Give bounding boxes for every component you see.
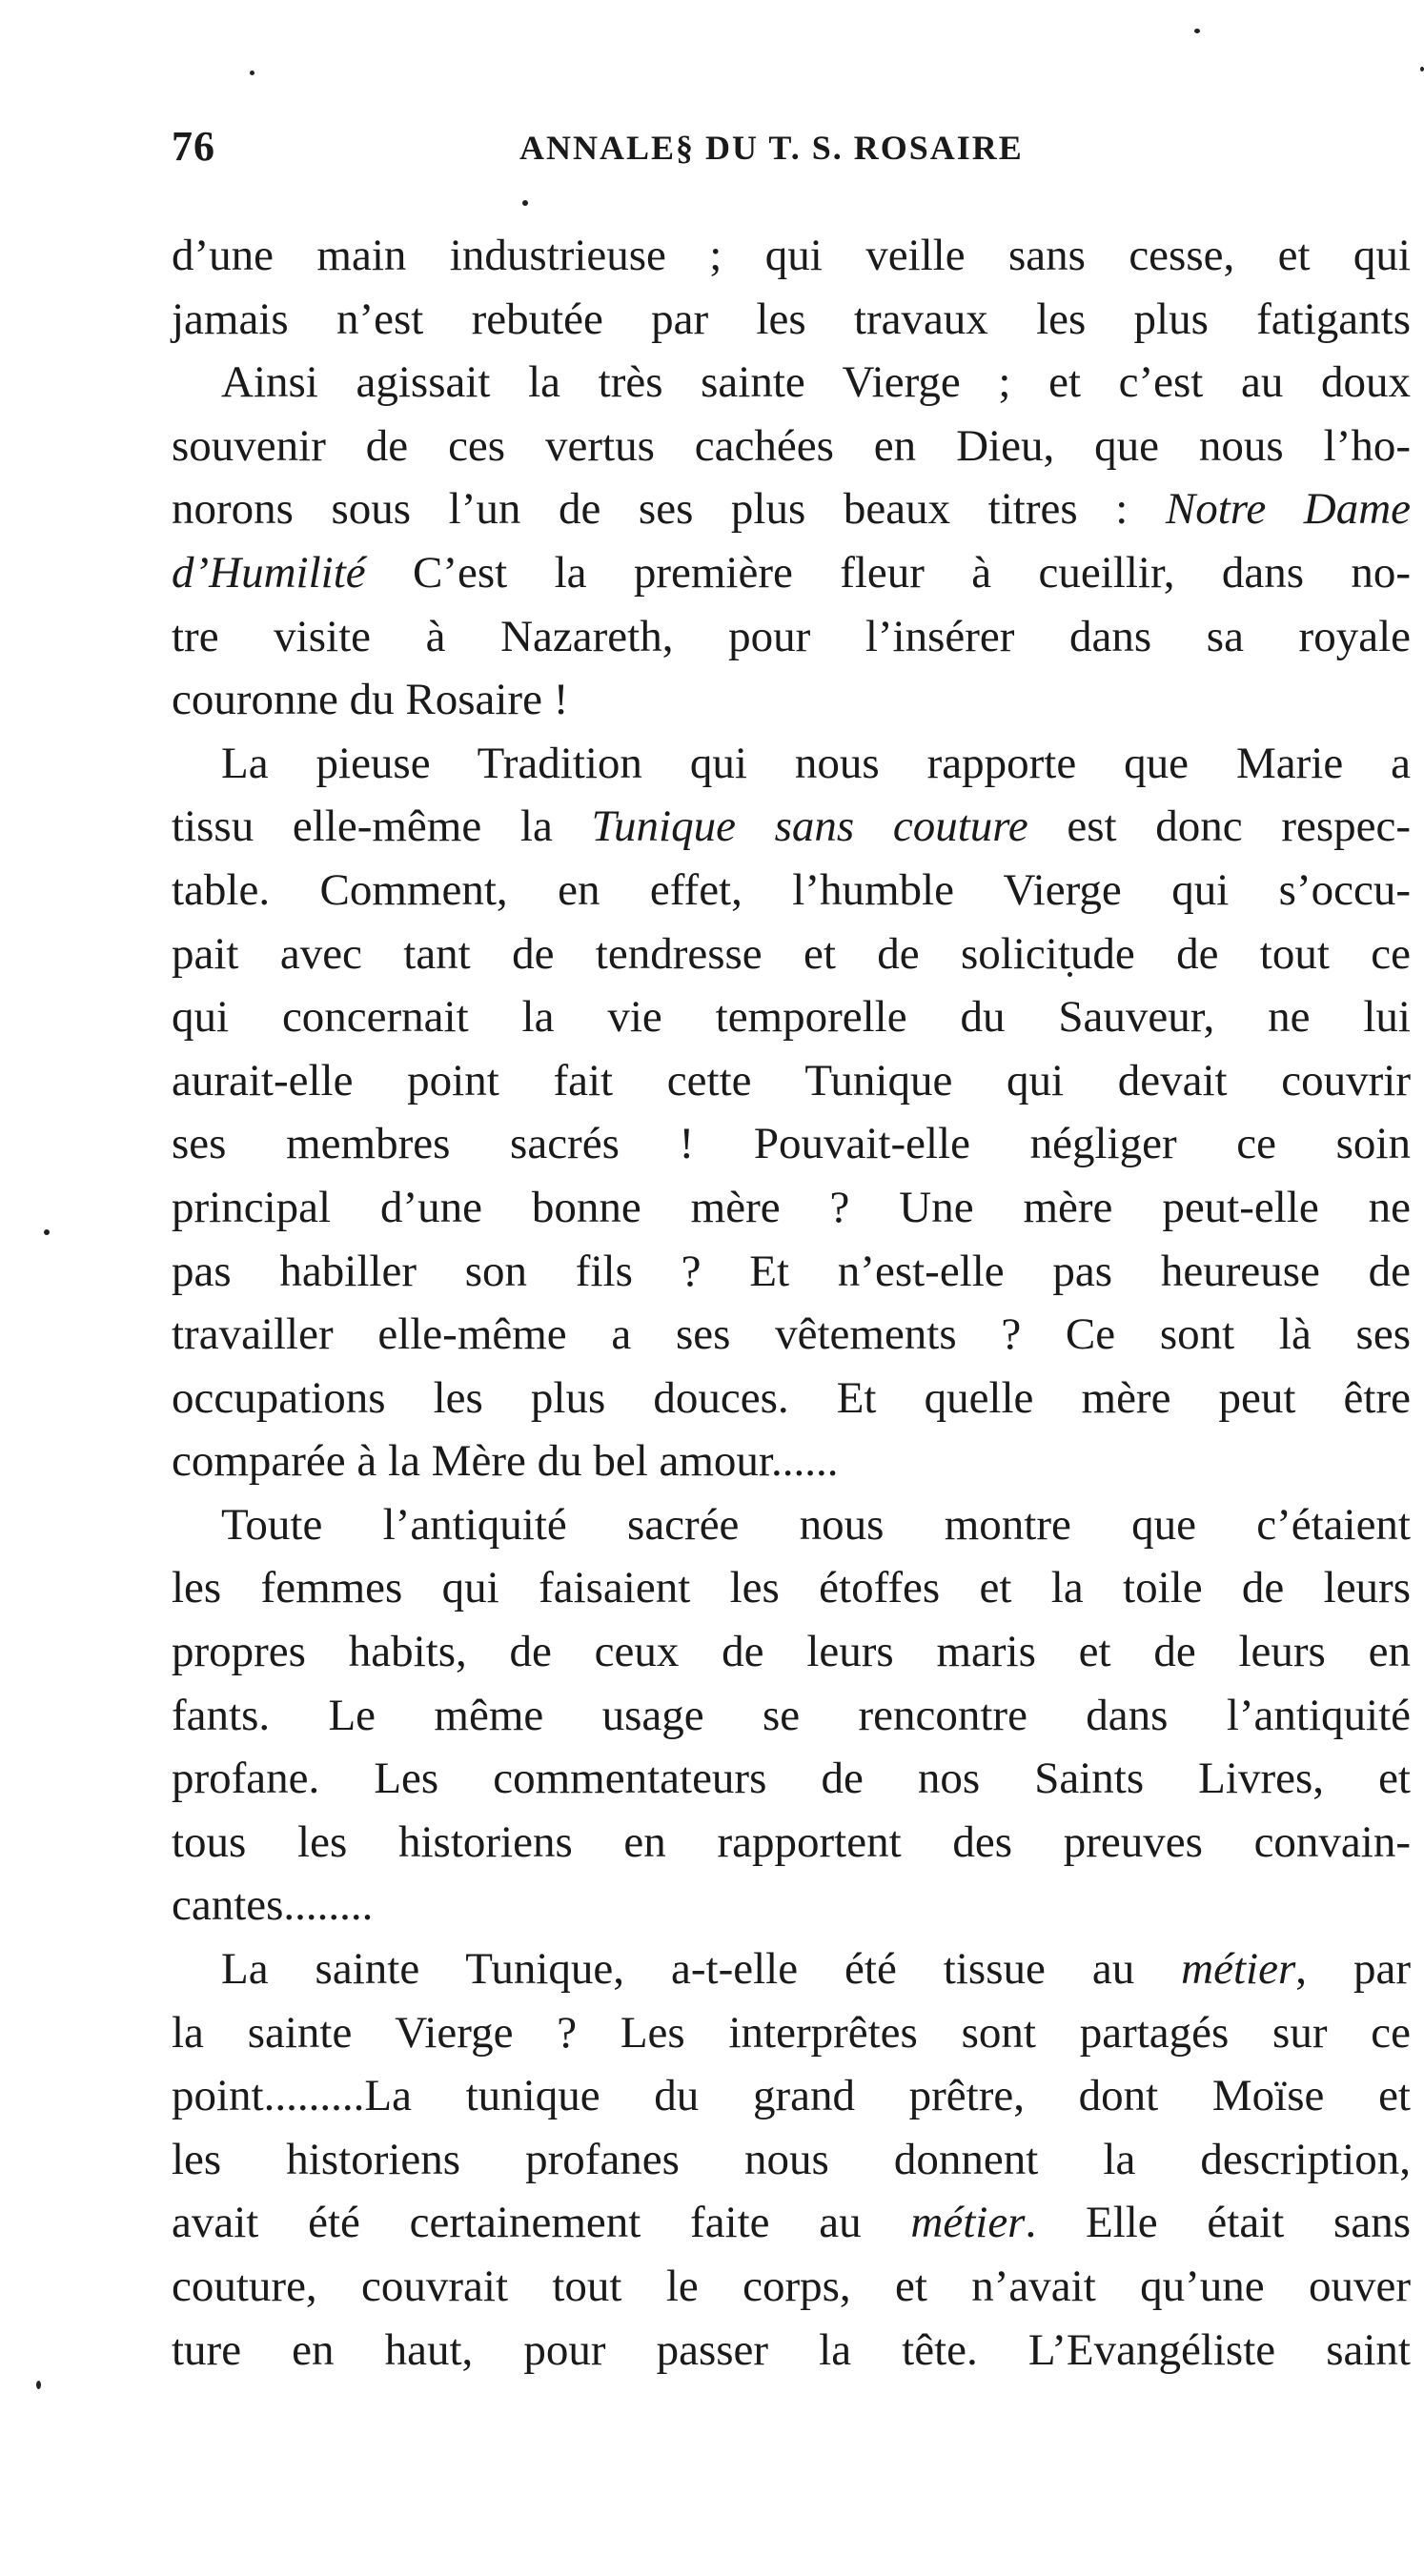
text-run: avait été certainement faite au (172, 2198, 911, 2248)
text-line (172, 2255, 1411, 2319)
text-run: jamais n’est rebutée par les travaux les plus fatigants (172, 294, 1411, 344)
text-run: tre visite à Nazareth, pour l’insérer dans sa royale (172, 611, 1411, 661)
text-run: . Elle était sans (1025, 2198, 1412, 2248)
text-run: , par (1295, 1944, 1411, 1995)
text-run: d’une main industrieuse ; qui veille sans cesse, et qui (172, 231, 1411, 280)
text-line (172, 1684, 1411, 1748)
text-run: les historiens profanes nous donnent la description, (172, 2134, 1411, 2184)
text-run: pas habiller son fils ? Et n’est-elle pas heureuse de (172, 1246, 1411, 1296)
text-run: souvenir de ces vertus cachées en Dieu, que nous l’ho- (172, 420, 1411, 471)
text-line (172, 1493, 1411, 1557)
text-run: La pieuse Tradition qui nous rapporte que Marie a (221, 738, 1411, 788)
text-line (172, 795, 1411, 859)
body-text (172, 224, 1411, 2382)
text-line (172, 923, 1411, 986)
text-run: aurait-elle point fait cette Tunique qui devait couvrir (172, 1055, 1411, 1105)
text-run: point.........La tunique du grand prêtre, dont Moïse et (172, 2071, 1411, 2121)
text-run: fants. Le même usage se rencontre dans l’antiquité (172, 1690, 1411, 1740)
text-run: comparée à la Mère du bel amour...... (172, 1436, 839, 1487)
text-run: la sainte Vierge ? Les interprêtes sont partagés sur ce (172, 2007, 1411, 2058)
text-run: ses membres sacrés ! Pouvait-elle négliger ce soin (172, 1119, 1411, 1169)
text-line (172, 732, 1411, 796)
text-line (172, 415, 1411, 478)
text-line (172, 2128, 1411, 2192)
text-run: tissu elle-même la (172, 801, 592, 852)
text-line (172, 1811, 1411, 1875)
text-run: profane. Les commentateurs de nos Saints Livres, et (172, 1754, 1411, 1804)
text-line (172, 1176, 1411, 1240)
text-run: table. Comment, en effet, l’humble Vierge qui s’occu- (172, 864, 1411, 915)
text-line (172, 1556, 1411, 1620)
margin-speck (250, 71, 254, 75)
text-run: qui concernait la vie temporelle du Sauveur, ne lui (172, 992, 1411, 1043)
text-line (172, 1240, 1411, 1304)
text-run: cantes........ (172, 1880, 374, 1931)
text-line (172, 1937, 1411, 2001)
text-run: couronne du Rosaire ! (172, 675, 569, 725)
text-line (172, 605, 1411, 669)
italic-title: d’Humilité (172, 547, 366, 598)
italic-word: métier (910, 2198, 1026, 2248)
text-run: tous les historiens en rapportent des preuves convain- (172, 1816, 1411, 1867)
text-line (172, 1620, 1411, 1684)
italic-phrase: Tunique sans couture (591, 801, 1028, 852)
text-run: ture en haut, pour passer la tête. L’Evangéliste saint (172, 2324, 1411, 2375)
text-line (172, 668, 1411, 732)
page-number: 76 (172, 123, 215, 170)
text-line (172, 1112, 1411, 1176)
text-line (172, 2001, 1411, 2065)
text-line (172, 477, 1411, 541)
text-run: La sainte Tunique, a-t-elle été tissue au (221, 1944, 1182, 1995)
margin-speck (1420, 67, 1424, 71)
text-line (172, 2319, 1411, 2383)
margin-speck (1194, 29, 1200, 33)
text-run: pait avec tant de tendresse et de solicitude de tout ce (172, 928, 1411, 979)
italic-word: métier (1181, 1944, 1296, 1995)
text-run: norons sous l’un de ses plus beaux titres : (172, 484, 1166, 535)
text-line (172, 1049, 1411, 1113)
text-run: propres habits, de ceux de leurs maris et de leurs en (172, 1627, 1411, 1677)
page-header (172, 122, 1411, 179)
text-line (172, 2064, 1411, 2128)
text-line (172, 1430, 1411, 1493)
text-run: travailler elle-même a ses vêtements ? Ce sont là ses (172, 1309, 1411, 1360)
italic-title: Notre Dame (1165, 484, 1411, 535)
margin-speck (36, 2381, 41, 2389)
text-line (172, 224, 1411, 288)
text-line (172, 1874, 1411, 1937)
text-line (172, 288, 1411, 352)
text-line (172, 1303, 1411, 1367)
text-run: Ainsi agissait la très sainte Vierge ; et c’est au doux (221, 357, 1411, 408)
margin-speck (44, 1229, 50, 1235)
text-run: occupations les plus douces. Et quelle mère peut être (172, 1372, 1411, 1423)
running-head: ANNALE§ DU T. S. ROSAIRE (519, 129, 1024, 167)
text-run: les femmes qui faisaient les étoffes et la toile de leurs (172, 1563, 1411, 1613)
text-line (172, 351, 1411, 415)
text-run: C’est la première fleur à cueillir, dans no- (365, 547, 1411, 598)
text-run: est donc respec- (1027, 801, 1411, 852)
text-line (172, 1747, 1411, 1811)
text-line (172, 1367, 1411, 1430)
text-run: Toute l’antiquité sacrée nous montre que c’étaient (221, 1499, 1411, 1550)
text-line (172, 2191, 1411, 2255)
text-line (172, 541, 1411, 605)
text-line (172, 859, 1411, 923)
text-run: couture, couvrait tout le corps, et n’avait qu’une ouver (172, 2262, 1411, 2311)
margin-speck (522, 200, 528, 206)
text-line (172, 985, 1411, 1049)
text-run: principal d’une bonne mère ? Une mère peut-elle ne (172, 1182, 1411, 1232)
